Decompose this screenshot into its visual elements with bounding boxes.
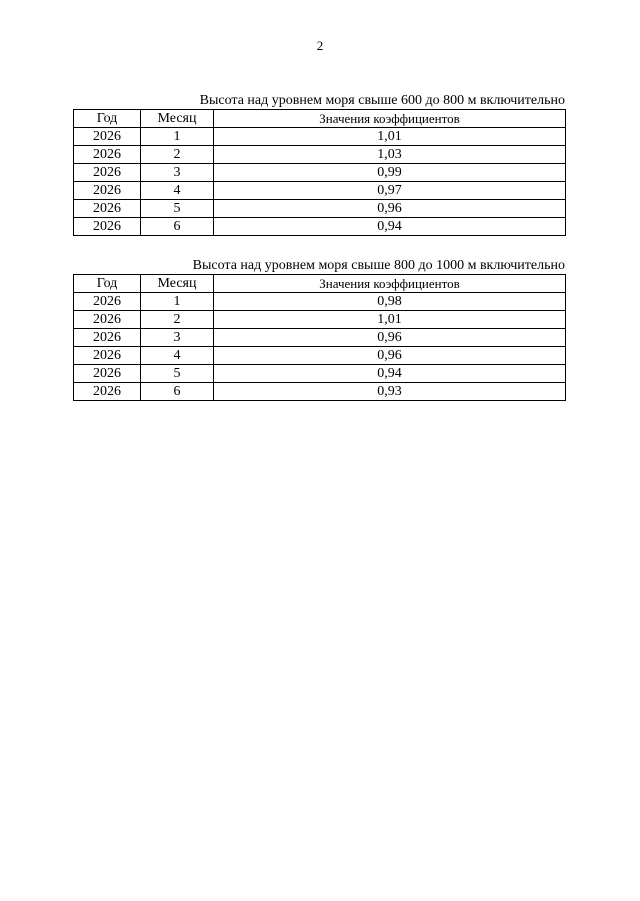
coefficients-table	[73, 109, 566, 236]
cell-year: 2026	[74, 164, 141, 182]
cell-year: 2026	[74, 218, 141, 236]
cell-year: 2026	[74, 293, 141, 311]
cell-year: 2026	[74, 182, 141, 200]
table-row	[74, 347, 566, 365]
cell-year: 2026	[74, 128, 141, 146]
cell-year: 2026	[74, 383, 141, 401]
coefficients-table	[73, 274, 566, 401]
table-header-row	[74, 110, 566, 128]
header-year: Год	[74, 110, 141, 128]
cell-coefficient: 1,01	[214, 128, 566, 146]
cell-coefficient: 1,03	[214, 146, 566, 164]
cell-month: 2	[141, 311, 214, 329]
table-caption: Высота над уровнем моря свыше 600 до 800 м включительно	[199, 93, 565, 108]
cell-month: 4	[141, 347, 214, 365]
coefficients-table-block-800-1000	[73, 258, 565, 401]
table-row	[74, 311, 566, 329]
cell-month: 6	[141, 218, 214, 236]
cell-month: 4	[141, 182, 214, 200]
cell-month: 2	[141, 146, 214, 164]
table-row	[74, 182, 566, 200]
cell-coefficient: 0,94	[214, 218, 566, 236]
cell-month: 6	[141, 383, 214, 401]
cell-coefficient: 0,96	[214, 329, 566, 347]
cell-coefficient: 0,93	[214, 383, 566, 401]
table-row	[74, 128, 566, 146]
coefficients-table-block-600-800	[73, 93, 565, 236]
header-coefficient: Значения коэффициентов	[214, 110, 566, 128]
table-caption: Высота над уровнем моря свыше 800 до 1000 м включительно	[192, 258, 565, 273]
table-row	[74, 383, 566, 401]
cell-year: 2026	[74, 200, 141, 218]
cell-coefficient: 0,99	[214, 164, 566, 182]
cell-month: 1	[141, 128, 214, 146]
cell-year: 2026	[74, 311, 141, 329]
cell-coefficient: 0,97	[214, 182, 566, 200]
cell-month: 5	[141, 200, 214, 218]
table-row	[74, 146, 566, 164]
cell-coefficient: 0,98	[214, 293, 566, 311]
page-number: 2	[316, 38, 324, 53]
cell-month: 5	[141, 365, 214, 383]
table-row	[74, 164, 566, 182]
header-month: Месяц	[141, 110, 214, 128]
header-coefficient: Значения коэффициентов	[214, 275, 566, 293]
cell-coefficient: 0,96	[214, 347, 566, 365]
table-row	[74, 293, 566, 311]
cell-coefficient: 0,96	[214, 200, 566, 218]
cell-coefficient: 0,94	[214, 365, 566, 383]
table-header-row	[74, 275, 566, 293]
cell-month: 3	[141, 164, 214, 182]
header-year: Год	[74, 275, 141, 293]
cell-month: 1	[141, 293, 214, 311]
table-row	[74, 200, 566, 218]
table-row	[74, 365, 566, 383]
table-row	[74, 329, 566, 347]
header-month: Месяц	[141, 275, 214, 293]
cell-year: 2026	[74, 146, 141, 164]
cell-year: 2026	[74, 365, 141, 383]
cell-year: 2026	[74, 347, 141, 365]
cell-month: 3	[141, 329, 214, 347]
table-row	[74, 218, 566, 236]
cell-year: 2026	[74, 329, 141, 347]
cell-coefficient: 1,01	[214, 311, 566, 329]
